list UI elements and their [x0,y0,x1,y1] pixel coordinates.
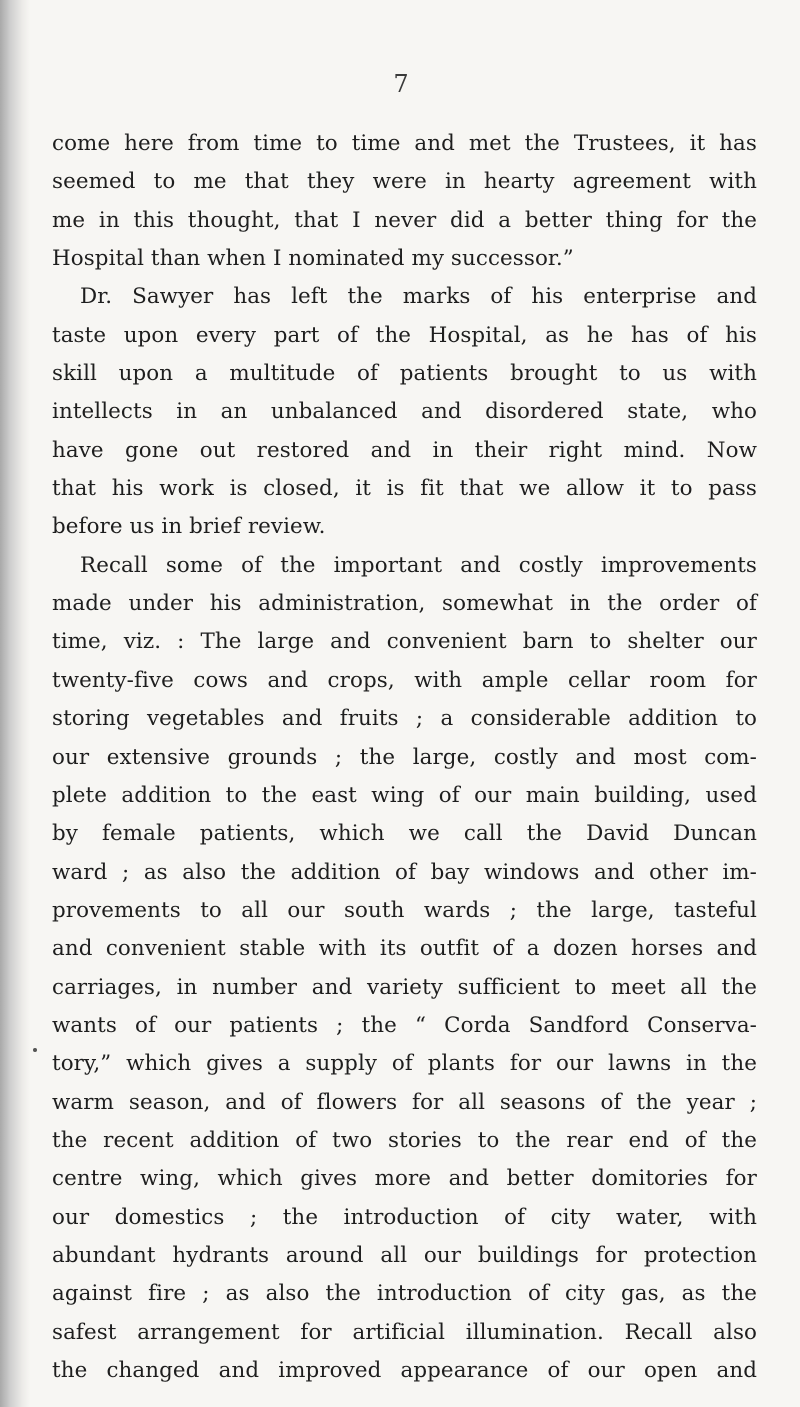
text-line: the recent addition of two stories to the rear end of the [52,1127,757,1153]
text-line: Dr. Sawyer has left the marks of his enterprise and [80,284,757,310]
text-line: before us in brief review. [52,514,326,540]
text-line: taste upon every part of the Hospital, as he has of his [52,322,757,348]
text-line: twenty-five cows and crops, with ample cellar room for [52,667,757,693]
text-line: have gone out restored and in their right mind. Now [52,437,757,463]
text-line: plete addition to the east wing of our main building, used [52,782,757,808]
text-line: time, viz. : The large and convenient barn to shelter our [52,629,757,655]
text-line: skill upon a multitude of patients brought to us with [52,361,757,387]
text-line: wants of our patients ; the “ Corda Sandford Conserva- [52,1012,757,1038]
text-line: by female patients, which we call the David Duncan [52,821,757,847]
text-line: that his work is closed, it is fit that we allow it to pass [52,476,757,502]
text-line: provements to all our south wards ; the large, tasteful [52,897,757,923]
text-line: Recall some of the important and costly improvements [80,552,757,578]
text-line: carriages, in number and variety sufficient to meet all the [52,974,757,1000]
text-line: our domestics ; the introduction of city water, with [52,1204,757,1230]
text-line: and convenient stable with its outfit of a dozen horses and [52,936,757,962]
text-line: Hospital than when I nominated my successor.” [52,246,574,272]
text-line: tory,” which gives a supply of plants for our lawns in the [52,1051,757,1077]
text-line: ward ; as also the addition of bay windows and other im- [52,859,757,885]
text-line: safest arrangement for artificial illumination. Recall also [52,1319,757,1345]
text-line: come here from time to time and met the Trustees, it has [52,131,757,156]
text-line: against fire ; as also the introduction of city gas, as the [52,1281,757,1307]
text-line: abundant hydrants around all our buildings for protection [52,1242,757,1268]
text-line: intellects in an unbalanced and disordered state, who [52,399,757,425]
text-line: our extensive grounds ; the large, costly and most com- [52,744,757,770]
text-line: warm season, and of flowers for all seasons of the year ; [52,1089,757,1115]
text-line: centre wing, which gives more and better domitories for [52,1166,757,1192]
text-line: the changed and improved appearance of our open and [52,1358,757,1383]
text-line: me in this thought, that I never did a better thing for the [52,207,757,233]
page-number: 7 [393,70,409,98]
body-text [52,125,757,1390]
text-line: made under his administration, somewhat in the order of [52,591,757,617]
text-line: storing vegetables and fruits ; a considerable addition to [52,706,757,732]
text-line: seemed to me that they were in hearty agreement with [52,169,757,195]
margin-speck [33,1048,37,1052]
